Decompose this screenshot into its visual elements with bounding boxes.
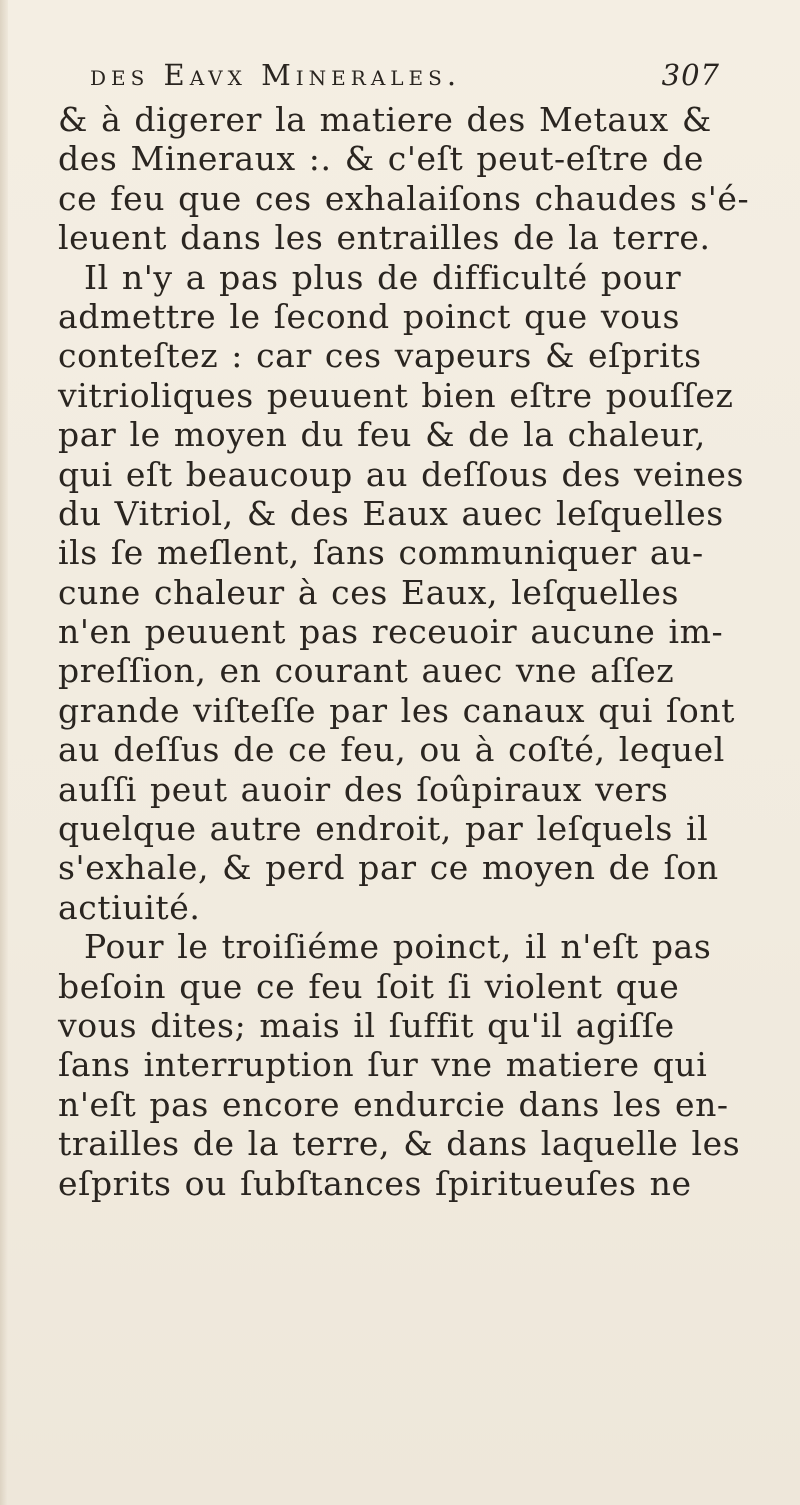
text-line: n'en peuuent pas receuoir aucune im- [58,612,724,652]
text-line: auſſi peut auoir des ſoûpiraux vers [58,769,669,809]
text-line: grande viſteſſe par les canaux qui ſont [58,690,736,730]
text-line: du Vitriol, & des Eaux auec leſquelles [58,493,724,533]
text-line: n'eſt pas encore endurcie dans les en- [58,1084,729,1124]
text-line: s'exhale, & perd par ce moyen de ſon [58,848,719,888]
text-line: ce feu que ces exhalaiſons chaudes s'é- [58,178,750,218]
page-gutter [0,0,8,1505]
text-line: preſſion, en courant auec vne aſſez [58,651,675,691]
text-line: par le moyen du feu & de la chaleur, [58,415,706,455]
text-line: admettre le ſecond poinct que vous [58,296,680,336]
text-line: vitrioliques peuuent bien eſtre pouſſez [58,375,734,415]
text-line: vous dites; mais il ſuffit qu'il agiſſe [58,1005,675,1045]
text-line: des Mineraux :. & c'eſt peut-eſtre de [58,139,704,179]
text-line: leuent dans les entrailles de la terre. [58,218,711,258]
page-number: 307 [661,58,720,92]
text-line: ils ſe meſlent, ſans communiquer au- [58,533,704,573]
page-header [90,58,720,92]
text-line: beſoin que ce feu ſoit ſi violent que [58,966,680,1006]
text-line: conteſtez : car ces vapeurs & eſprits [58,336,702,376]
text-line: trailles de la terre, & dans laquelle les [58,1124,741,1164]
text-line: cune chaleur à ces Eaux, leſquelles [58,572,680,612]
text-line: Il n'y a pas plus de difficulté pour [84,257,682,297]
text-line: qui eſt beaucoup au deſſous des veines [58,454,745,494]
text-line: ſans interruption ſur vne matiere qui [58,1045,708,1085]
running-title: des Eavx Minerales. [90,58,462,92]
text-line: & à digerer la matiere des Metaux & [58,100,712,139]
text-line: actiuité. [58,887,201,927]
text-line: eſprits ou ſubſtances ſpiritueuſes ne [58,1163,692,1203]
text-line: quelque autre endroit, par leſquels il [58,809,709,849]
text-line: Pour le troiſiéme poinct, il n'eſt pas [84,927,712,967]
body-text [58,100,764,1203]
text-line: au deſſus de ce feu, ou à coſté, lequel [58,730,725,770]
